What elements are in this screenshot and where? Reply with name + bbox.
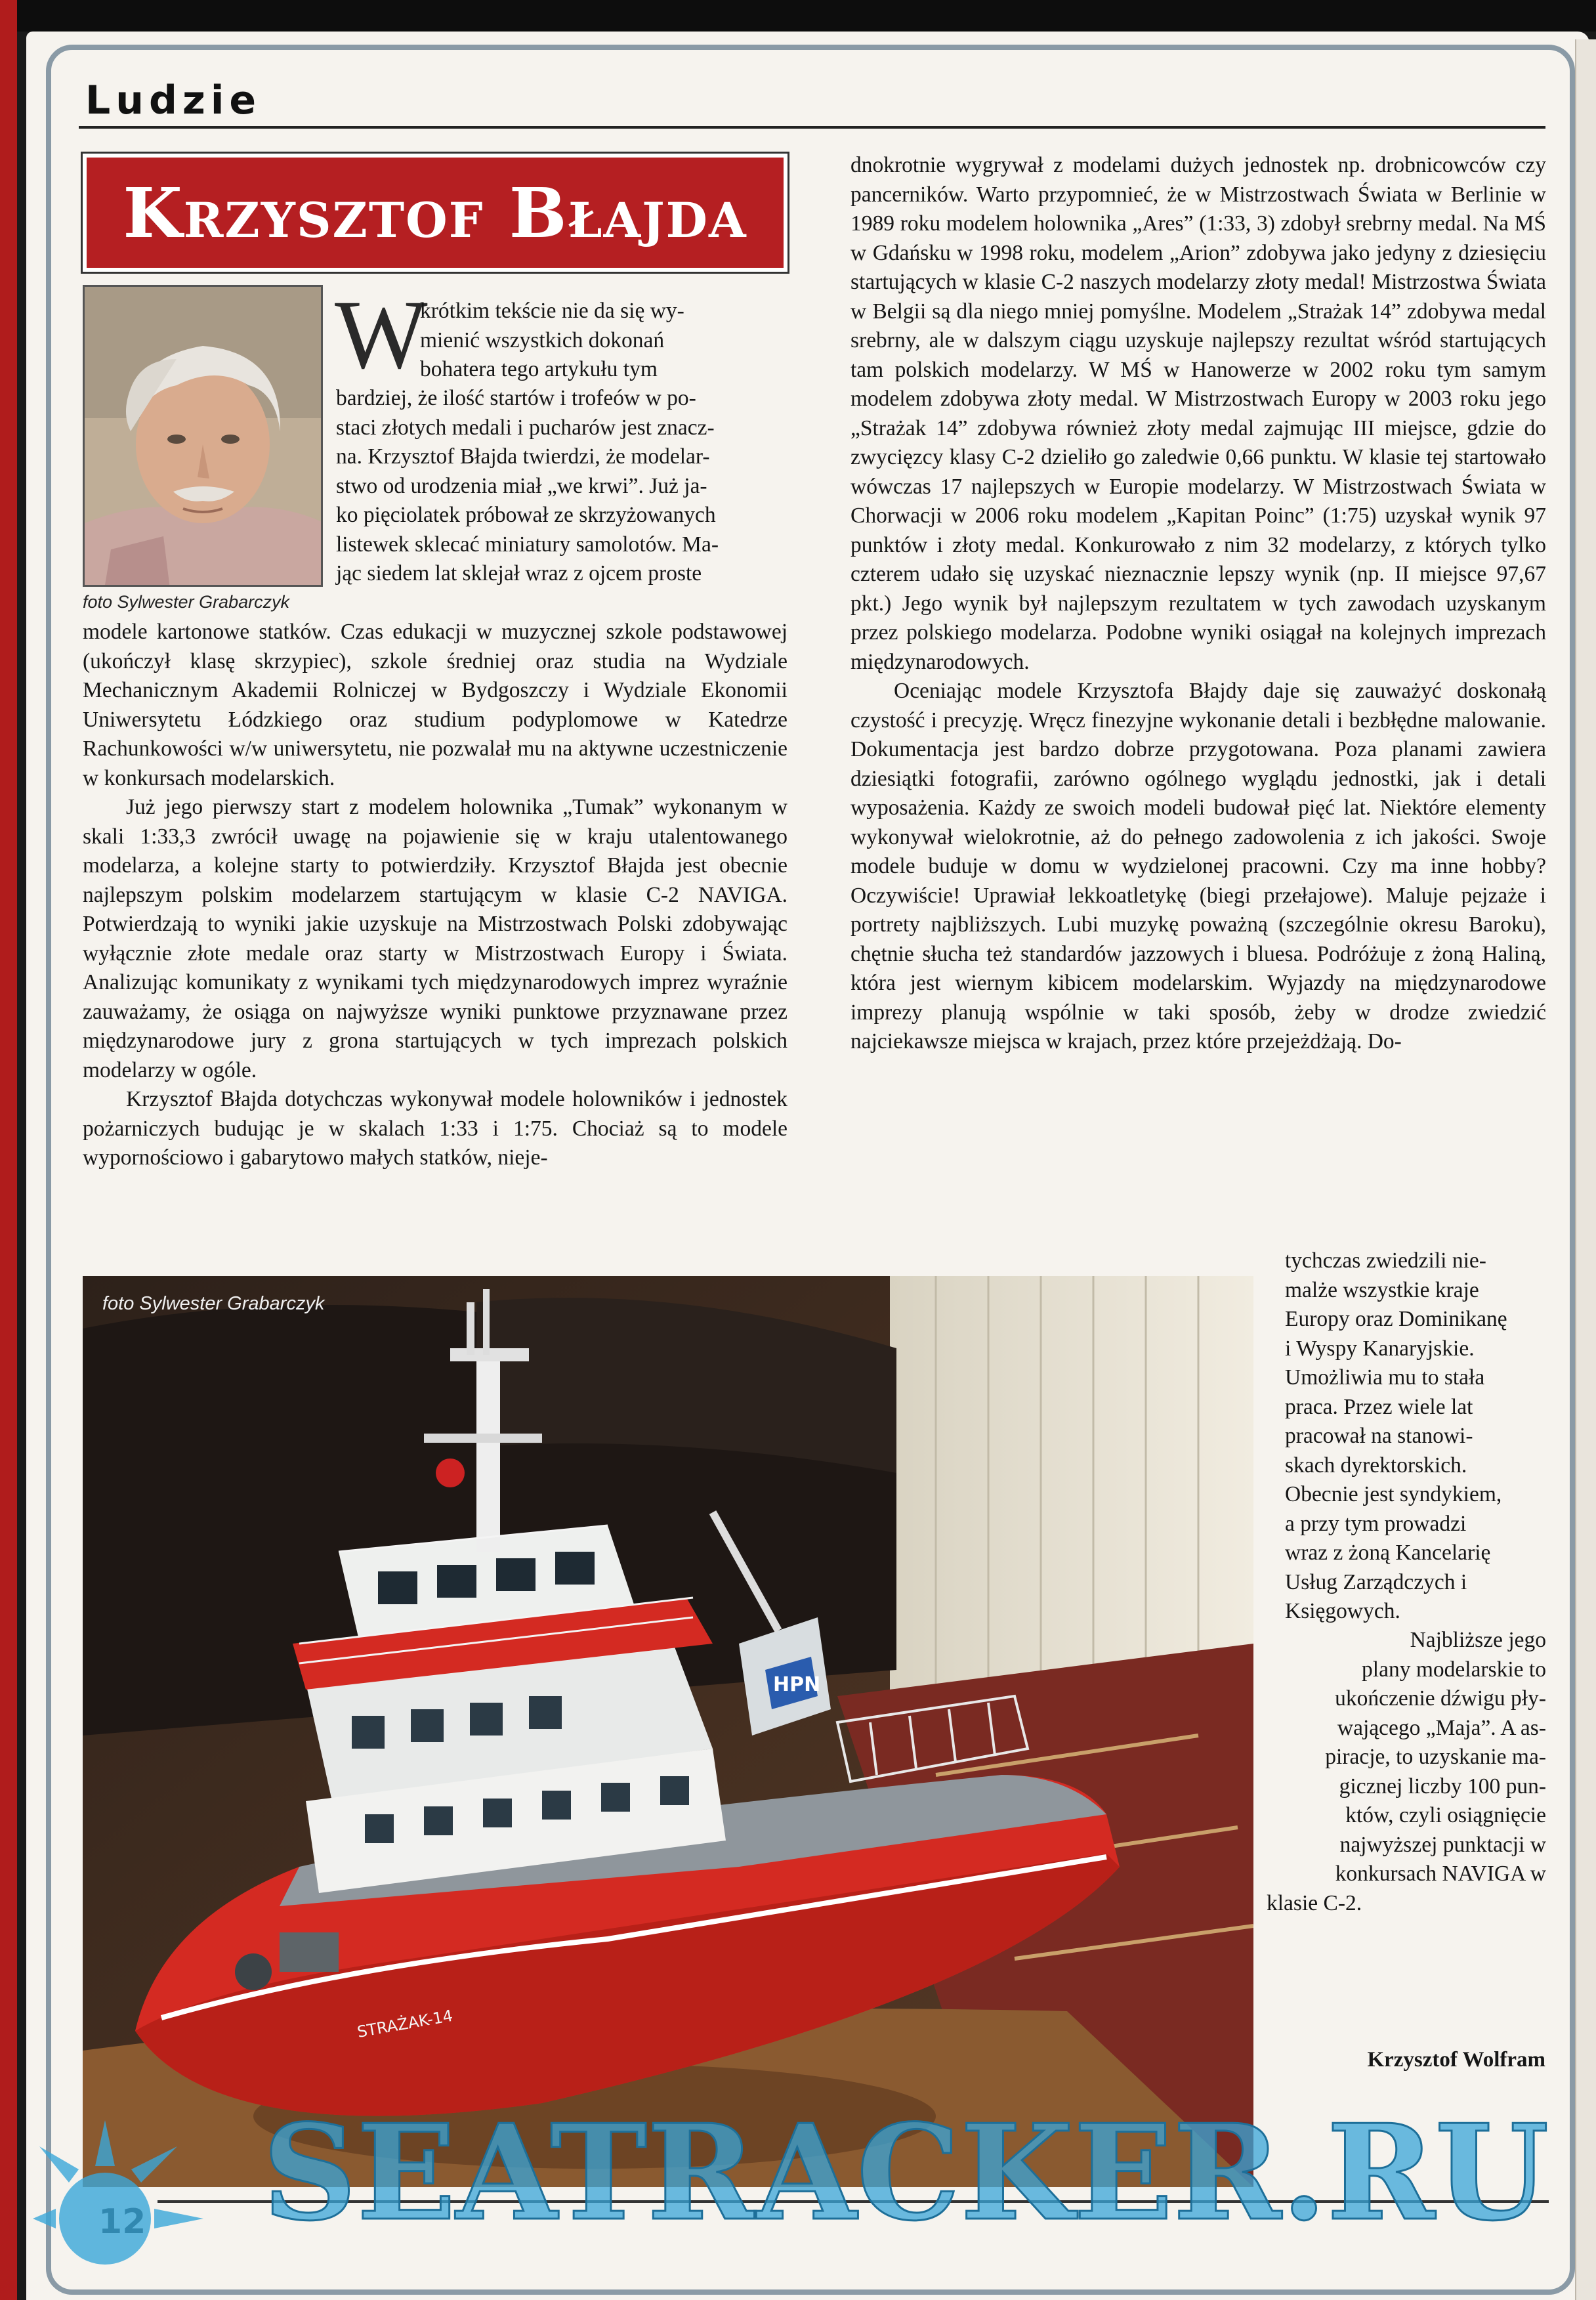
ship-photo-caption: foto Sylwester Grabarczyk [102, 1293, 325, 1314]
paragraph: Oceniając modele Krzysztofa Błajdy daje się zauważyć doskonałą czystość i precyzję. Wręcz finezyjne wykonanie detali i bezbłędne malowanie. Dokumentacja jest bardzo dobrze przygotowana. Poza planami zawiera dziesiątki fotografii, zarówno ogólnego wyglądu jednostki, jak i detali wyposażenia. Każdy ze swoich modeli budował pięć lat. Niektóre elementy wykonywał wielokrotnie, aż do pełnego zadowolenia z ich jakości. Swoje modele buduje w domu w wydzielonej pracowni. Czy ma inne hobby? Oczywiście! Uprawiał lekkoatletykę (biegi przełajowe). Maluje pejzaże i portrety najbliższych. Lubi muzykę poważną (szczególnie okresu Baroku), chętnie słucha też standardów jazzowych i bluesa. Podróżuje z żoną Haliną, która jest wiernym kibicem modelarskim. Wyjazdy na międzynarodowe imprezy planują wspólnie w taki sposób, żeby w drodze zwiedzić najciekawsze miejsca w krajach, przez które przejeżdżają. Do- [850, 679, 1546, 1054]
intro-medium [336, 384, 788, 589]
watermark [249, 2107, 1562, 2238]
intro-line: mienić wszystkich dokonań [420, 328, 665, 352]
wrap-line: a przy tym prowadzi [1285, 1511, 1467, 1536]
portrait-illustration [85, 287, 323, 587]
wrap-line: Obecnie jest syndykiem, [1285, 1482, 1502, 1506]
final-line: gicznej liczby 100 pun- [1339, 1774, 1546, 1799]
intro-line: staci złotych medali i pucharów jest znacz- [336, 415, 715, 440]
intro-line: listewek sklecać miniatury samolotów. Ma- [336, 532, 719, 557]
paragraph: dnokrotnie wygrywał z modelami dużych jednostek np. drobnicowców czy pancerników. Warto przypomnieć, że w Mistrzostwach Świata w Berlinie w 1989 roku modelem holownika „Ares” (1:33, 3) zdobył srebrny medal. Na MŚ w Gdańsku w 1998 roku, modelem „Arion” zdobywa jako jedyny z dziesięciu startujących w klasie C-2 naszych modelarzy złoty medal! Mistrzostwa Świata w Belgii są dla niego mniej pomyślne. Modelem „Strażak 14” zdobywa medal srebrny, ale w dalszym ciągu uzyskuje najlepszy rezultat wśród startujących tam polskich modelarzy. W MŚ w Hanowerze w 2002 roku tym samym modelem zdobywa złoty medal. W Mistrzostwach Europy w 2003 roku jego „Strażak 14” zdobywa również złoty medal zajmując III miejsce, gdzie do zwycięzcy klasy C-2 dzieliło go zaledwie 0,66 punktu. W klasie tej startowało wówczas 17 najlepszych w Europie modelarzy. W Mistrzostwach Świata w Chorwacji w 2006 roku modelem „Kapitan Poinc” (1:75) uzyskał wynik 97 punktów i złoty medal. Konkurowało z nim 32 modelarzy, z których tylko czterem udało się uzyskać nieznacznie lepszy wynik (np. II miejsce 97,67 pkt.) Jego wynik był najlepszym rezultatem w tych zawodach uzyskanym przez polskiego modelarza. Podobne wyniki osiągał na kolejnych imprezach międzynarodowych. [850, 153, 1546, 674]
intro-line: jąc siedem lat sklejał wraz z ojcem proste [336, 561, 702, 586]
intro-line: bohatera tego artykułu tym [420, 357, 658, 381]
wrap-line: skach dyrektorskich. [1285, 1453, 1467, 1478]
final-line: najwyższej punktacji w [1339, 1832, 1546, 1857]
paragraph: Już jego pierwszy start z modelem holownika „Tumak” wykonanym w skali 1:33,3 zwrócił uwagę na pojawienie się w kraju utalentowanego modelarza, a kolejne starty to potwierdziły. Krzysztof Błajda jest obecnie najlepszym polskim modelarzem startującym w klasie C-2 NAVIGA. Potwierdzają to wyniki jakie uzyskuje na Mistrzostwach Polski zdobywając wyłącznie złote medale oraz starty w Mistrzostwach Europy i Świata. Analizując komunikaty z wynikami tych międzynarodowych imprez wyraźnie zauważamy, że osiąga on najwyższe wyniki punktowe przyznawane przez międzynarodowe jury z grona startujących w tych imprezach polskich modelarzy w ogóle. [83, 795, 788, 1082]
header-rule [79, 126, 1545, 129]
final-line: ukończenie dźwigu pły- [1335, 1686, 1546, 1711]
crane-letters: HPN [773, 1673, 821, 1696]
paragraph: Krzysztof Błajda dotychczas wykonywał modele holowników i jednostek pożarniczych budując je w skalach 1:33 i 1:75. Chociaż są to modele wypornościowo i gabarytowo małych statków, nieje- [83, 1087, 788, 1170]
hull-name-label: STRAŻAK-14 [356, 2006, 455, 2041]
ship-illustration [83, 1276, 1253, 2187]
final-line: plany modelarskie to [1362, 1657, 1546, 1682]
final-line: Najbliższe jego [1410, 1628, 1546, 1652]
wrap-lines [1285, 1246, 1546, 1627]
dropcap: W [335, 280, 428, 389]
intro-line: bardziej, że ilość startów i trofeów w po- [336, 386, 696, 410]
intro-line: ko pięciolatek próbował ze skrzyżowanych [336, 503, 716, 527]
wrap-line: i Wyspy Kanaryjskie. [1285, 1336, 1475, 1361]
wrap-line: praca. Przez wiele lat [1285, 1394, 1473, 1419]
right-column [850, 151, 1546, 1057]
article-title: Krzysztof Błajda [123, 172, 747, 253]
page-right-edge [1575, 39, 1596, 2300]
article-title-box [83, 154, 788, 272]
ship-model-photo [83, 1276, 1253, 2187]
final-paragraph [1267, 1626, 1546, 1918]
intro-line: krótkim tekście nie da się wy- [420, 299, 684, 323]
portrait-photo [83, 285, 323, 587]
intro-line: na. Krzysztof Błajda twierdzi, że modelar- [336, 444, 710, 469]
author-signature: Krzysztof Wolfram [1367, 2048, 1545, 2072]
scan-left-red-edge [0, 0, 17, 2300]
watermark-text: SEATRACKER.RU [262, 2107, 1549, 2238]
scan-top-edge [0, 0, 1596, 32]
wrap-line: pracował na stanowi- [1285, 1424, 1473, 1448]
wrap-line: Umożliwia mu to stała [1285, 1365, 1485, 1390]
final-line: wającego „Maja”. A as- [1337, 1715, 1546, 1740]
wrap-line: Księgowych. [1285, 1599, 1400, 1623]
watermark-sun-icon [26, 2094, 236, 2300]
wrap-line: tychczas zwiedzili nie- [1285, 1248, 1486, 1273]
intro-narrow [420, 297, 788, 385]
intro-line: stwo od urodzenia miał „we krwi”. Już ja- [336, 473, 707, 498]
final-line: któw, czyli osiągnięcie [1345, 1803, 1546, 1827]
final-line: piracje, to uzyskanie ma- [1325, 1745, 1546, 1769]
paragraph: modele kartonowe statków. Czas edukacji w muzycznej szkole podstawowej (ukończył klasę skrzypiec), szkole średniej oraz studia na Wydziale Mechanicznym Akademii Rolniczej w Bydgoszczy i Wydziale Ekonomii Uniwersytetu Łódzkiego oraz studium podyplomowe w Katedrze Rachunkowości w/w uniwersytetu, nie pozwalał mu na aktywne uczestniczenie w konkursach modelarskich. [83, 620, 788, 790]
final-line: klasie C-2. [1267, 1890, 1362, 1915]
portrait-caption: foto Sylwester Grabarczyk [83, 592, 290, 612]
wrap-line: Europy oraz Dominikanę [1285, 1307, 1507, 1331]
wrap-line: wraz z żoną Kancelarię [1285, 1541, 1491, 1565]
left-column [83, 618, 788, 1173]
final-line: konkursach NAVIGA w [1335, 1862, 1546, 1886]
wrap-line: malże wszystkie kraje [1285, 1277, 1479, 1302]
wrap-line: Usług Zarządczych i [1285, 1569, 1467, 1594]
section-label: Ludzie [85, 77, 262, 123]
